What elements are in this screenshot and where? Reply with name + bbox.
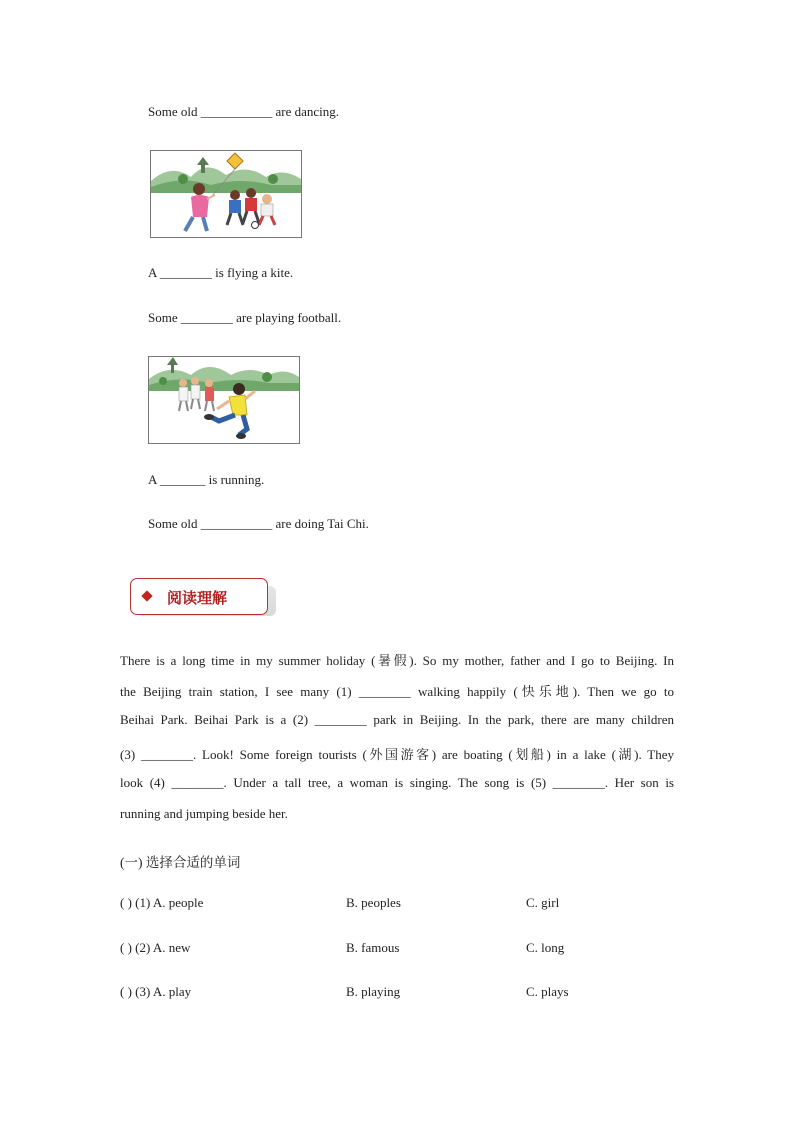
passage-line-2: the Beijing train station, I see many (1) ________ walking happily (快乐地). Then we go to <box>120 684 674 699</box>
section-heading-box <box>130 578 268 615</box>
question-3-option-c: C. plays <box>526 984 569 999</box>
question-2-option-b: B. famous <box>346 940 400 955</box>
exercise-line-2: A ________ is flying a kite. <box>148 265 294 280</box>
question-2-option-a: ( ) (2) A. new <box>120 940 191 955</box>
illustration-running-taichi <box>148 356 300 444</box>
passage-line-5: look (4) ________. Under a tall tree, a woman is singing. The song is (5) ________. Her son is <box>120 775 674 790</box>
exercise-line-3: Some ________ are playing football. <box>148 310 342 325</box>
subsection-title: (一) 选择合适的单词 <box>120 855 241 870</box>
question-1-option-a: ( ) (1) A. people <box>120 895 204 910</box>
passage-line-1: There is a long time in my summer holiday (暑假). So my mother, father and I go to Beijing. In <box>120 653 674 668</box>
question-3-option-b: B. playing <box>346 984 401 999</box>
section-heading: 阅读理解 <box>167 589 228 607</box>
passage-line-6: running and jumping beside her. <box>120 806 288 821</box>
diamond-bullet-icon <box>141 590 152 601</box>
passage-line-4: (3) ________. Look! Some foreign tourists (外国游客) are boating (划船) in a lake (湖). They <box>120 747 674 762</box>
question-1-option-b: B. peoples <box>346 895 401 910</box>
illustration-kite-football <box>150 150 302 238</box>
exercise-line-4: A _______ is running. <box>148 472 265 487</box>
question-1-option-c: C. girl <box>526 895 560 910</box>
question-3-option-a: ( ) (3) A. play <box>120 984 192 999</box>
question-2-option-c: C. long <box>526 940 565 955</box>
passage-line-3: Beihai Park. Beihai Park is a (2) ________ park in Beijing. In the park, there are many children <box>120 712 674 727</box>
exercise-line-1: Some old ___________ are dancing. <box>148 104 339 119</box>
exercise-line-5: Some old ___________ are doing Tai Chi. <box>148 516 369 531</box>
